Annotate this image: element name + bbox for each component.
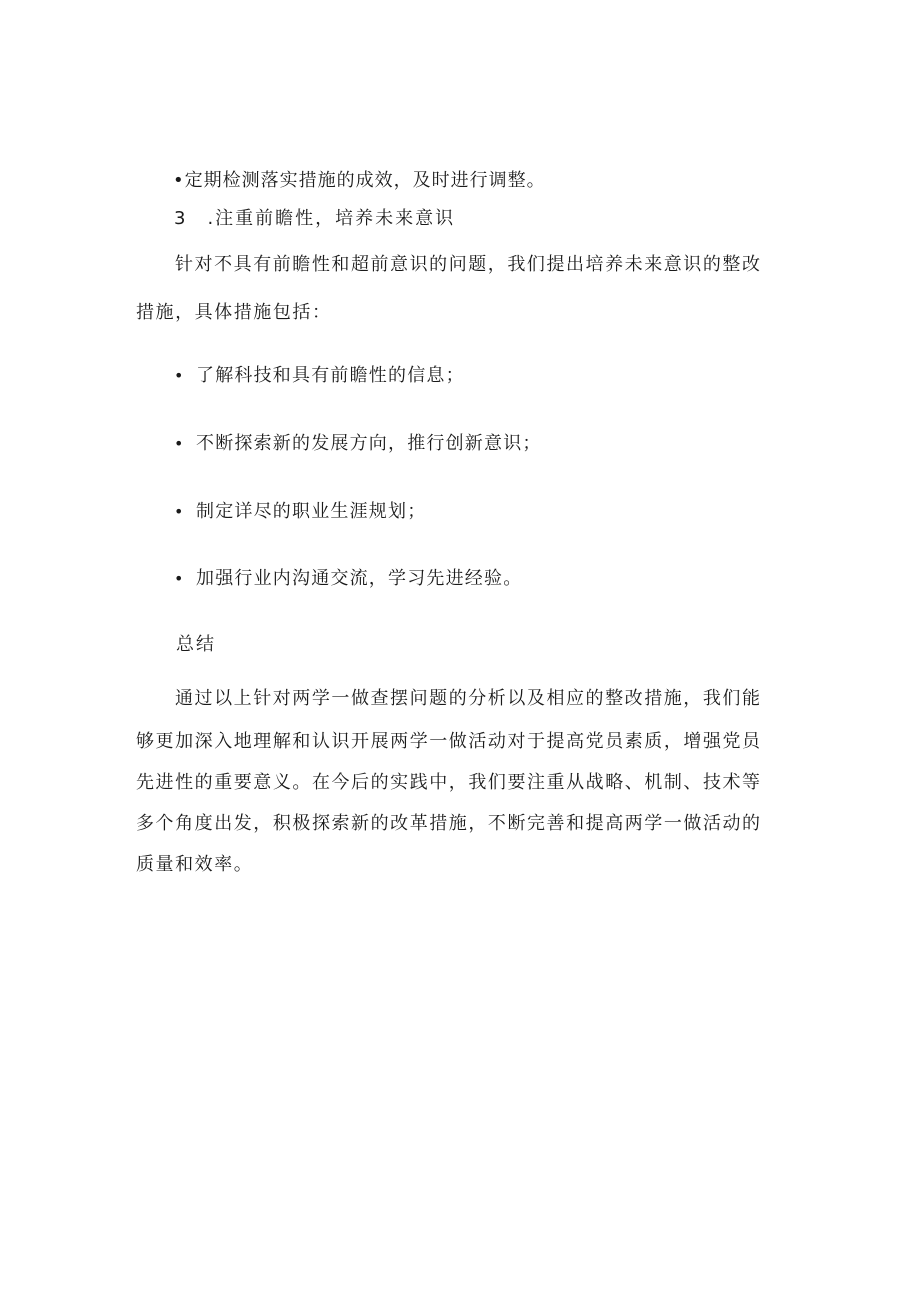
bullet-icon: • bbox=[174, 434, 184, 453]
section-heading: 3 .注重前瞻性，培养未来意识 bbox=[174, 208, 456, 229]
bullet-icon: • bbox=[174, 569, 184, 588]
list-item bbox=[174, 500, 426, 524]
list-item bbox=[174, 432, 542, 456]
summary-paragraph-line-5: 质量和效率。 bbox=[136, 854, 254, 875]
bullet-icon: • bbox=[174, 502, 184, 521]
list-item-text: 不断探索新的发展方向，推行创新意识； bbox=[196, 433, 542, 454]
section-paragraph-line-1: 针对不具有前瞻性和超前意识的问题，我们提出培养未来意识的整改 bbox=[175, 254, 762, 275]
list-item bbox=[174, 567, 522, 591]
intro-bullet-line: •定期检测落实措施的成效，及时进行调整。 bbox=[173, 170, 546, 191]
summary-paragraph-line-1: 通过以上针对两学一做查摆问题的分析以及相应的整改措施，我们能 bbox=[175, 688, 762, 709]
list-item-text: 加强行业内沟通交流，学习先进经验。 bbox=[196, 568, 523, 589]
list-item-text: 制定详尽的职业生涯规划； bbox=[196, 501, 427, 522]
list-item bbox=[174, 364, 465, 388]
section-paragraph-line-2: 措施，具体措施包括： bbox=[136, 302, 332, 323]
summary-paragraph-line-2: 够更加深入地理解和认识开展两学一做活动对于提高党员素质，增强党员 bbox=[136, 731, 762, 752]
summary-paragraph-line-4: 多个角度出发，积极探索新的改革措施，不断完善和提高两学一做活动的 bbox=[136, 813, 762, 834]
bullet-icon: • bbox=[174, 366, 184, 385]
summary-paragraph-line-3: 先进性的重要意义。在今后的实践中，我们要注重从战略、机制、技术等 bbox=[136, 772, 762, 793]
list-item-text: 了解科技和具有前瞻性的信息； bbox=[196, 365, 465, 386]
summary-title: 总结 bbox=[176, 634, 216, 655]
